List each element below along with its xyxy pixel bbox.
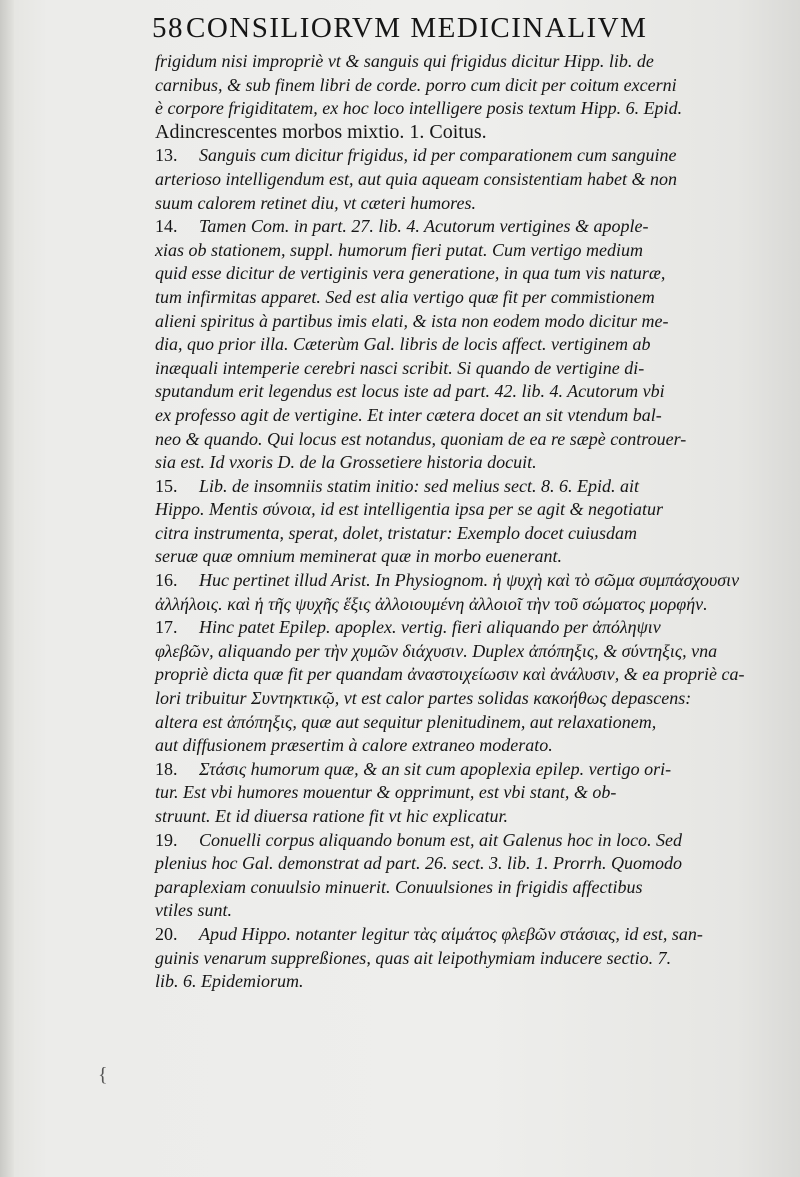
text-line bbox=[155, 923, 793, 947]
paragraph-number: 18. bbox=[155, 758, 178, 779]
line-text: quid esse dicitur de vertiginis vera generatione, in qua tum vis naturæ, bbox=[155, 263, 666, 284]
line-text: vtiles sunt. bbox=[155, 900, 232, 921]
text-line bbox=[155, 428, 793, 452]
paragraph-number: 20. bbox=[155, 923, 178, 944]
text-line bbox=[155, 121, 793, 145]
line-text: tum infirmitas apparet. Sed est alia vertigo quæ fit per commistionem bbox=[155, 286, 655, 307]
line-text: frigidum nisi impropriè vt & sanguis qui frigidus dicitur Hipp. lib. de bbox=[155, 51, 654, 71]
line-text: altera est ἀπόπηξις, quæ aut sequitur plenitudinem, aut relaxationem, bbox=[155, 711, 657, 732]
text-line bbox=[155, 569, 793, 593]
line-text: suum calorem retinet diu, vt cæteri humores. bbox=[155, 192, 476, 213]
line-text: Στάσις humorum quæ, & an sit cum apoplexia epilep. vertigo ori- bbox=[199, 758, 672, 779]
text-line bbox=[155, 687, 793, 711]
line-text: Huc pertinet illud Arist. In Physiognom. ἡ ψυχὴ καὶ τὸ σῶμα συμπάσχουσιν bbox=[199, 570, 740, 591]
line-text: tur. Est vbi humores mouentur & opprimunt, est vbi stant, & ob- bbox=[155, 782, 617, 803]
line-text: Hippo. Mentis σύνοια, id est intelligentia ipsa per se agit & negotiatur bbox=[155, 499, 664, 520]
body-text bbox=[155, 50, 793, 994]
text-line bbox=[155, 852, 793, 876]
text-line bbox=[155, 357, 793, 381]
line-text: Adincrescentes morbos mixtio. 1. Coitus. bbox=[155, 120, 487, 143]
line-text: Conuelli corpus aliquando bonum est, ait Galenus hoc in loco. Sed bbox=[199, 829, 682, 850]
text-line bbox=[155, 380, 793, 404]
text-line bbox=[155, 522, 793, 546]
text-line bbox=[155, 74, 793, 98]
text-line bbox=[155, 498, 793, 522]
text-line bbox=[155, 876, 793, 900]
line-text: guinis venarum suppreßiones, quas ait leipothymiam inducere sectio. 7. bbox=[155, 947, 672, 968]
line-text: è corpore frigiditatem, ex hoc loco intelligere posis textum Hipp. 6. Epid. bbox=[155, 98, 683, 119]
text-line bbox=[155, 899, 793, 923]
text-line bbox=[155, 947, 793, 971]
text-line bbox=[155, 758, 793, 782]
line-text: aut diffusionem præsertim à calore extraneo moderato. bbox=[155, 735, 553, 756]
text-line bbox=[155, 310, 793, 334]
line-text: sia est. Id vxoris D. de la Grossetiere historia docuit. bbox=[155, 452, 537, 473]
line-text: ἀλλήλοις. καὶ ἡ τῆς ψυχῆς ἕξις ἀλλοιουμένη ἀλλοιοῖ τὴν τοῦ σώματος μορφήν. bbox=[155, 593, 708, 614]
line-text: dia, quo prior illa. Cæterùm Gal. libris de locis affect. vertiginem ab bbox=[155, 334, 651, 355]
line-text: Lib. de insomniis statim initio: sed melius sect. 8. 6. Epid. ait bbox=[199, 475, 639, 496]
text-line bbox=[155, 50, 793, 74]
running-head bbox=[152, 10, 792, 46]
text-line bbox=[155, 593, 793, 617]
line-text: carnibus, & sub finem libri de corde. porro cum dicit per coitum excerni bbox=[155, 74, 677, 95]
line-text: sputandum erit legendus est locus iste ad part. 42. lib. 4. Acutorum vbi bbox=[155, 381, 665, 402]
line-text: ex professo agit de vertigine. Et inter cætera docet an sit vtendum bal- bbox=[155, 404, 662, 425]
text-line bbox=[155, 333, 793, 357]
text-line bbox=[155, 734, 793, 758]
line-text: alieni spiritus à partibus imis elati, & ista non eodem modo dicitur me- bbox=[155, 310, 669, 331]
text-line bbox=[155, 451, 793, 475]
text-line bbox=[155, 805, 793, 829]
line-text: inæquali intemperie cerebri nasci scribit. Si quando de vertigine di- bbox=[155, 357, 645, 378]
text-line bbox=[155, 97, 793, 121]
line-text: lib. 6. Epidemiorum. bbox=[155, 971, 304, 992]
text-line bbox=[155, 192, 793, 216]
line-text: xias ob stationem, suppl. humorum fieri putat. Cum vertigo medium bbox=[155, 239, 643, 260]
paragraph-number: 15. bbox=[155, 475, 178, 496]
line-text: arterioso intelligendum est, aut quia aqueam consistentiam habet & non bbox=[155, 168, 677, 189]
text-line bbox=[155, 640, 793, 664]
text-line bbox=[155, 262, 793, 286]
line-text: Apud Hippo. notanter legitur τὰς αἱμάτος φλεβῶν στάσιας, id est, san- bbox=[199, 923, 703, 944]
line-text: seruæ quæ omnium meminerat quæ in morbo euenerant. bbox=[155, 546, 562, 567]
line-text: Hinc patet Epilep. apoplex. vertig. fieri aliquando per ἀπόληψιν bbox=[199, 617, 661, 638]
text-line bbox=[155, 215, 793, 239]
margin-mark: { bbox=[98, 1064, 108, 1086]
paragraph-number: 19. bbox=[155, 829, 178, 850]
text-line bbox=[155, 829, 793, 853]
text-line bbox=[155, 404, 793, 428]
line-text: plenius hoc Gal. demonstrat ad part. 26. sect. 3. lib. 1. Prorrh. Quomodo bbox=[155, 853, 682, 874]
text-line bbox=[155, 475, 793, 499]
text-line bbox=[155, 711, 793, 735]
text-line bbox=[155, 239, 793, 263]
line-text: neo & quando. Qui locus est notandus, quoniam de ea re sæpè controuer- bbox=[155, 428, 687, 449]
line-text: Tamen Com. in part. 27. lib. 4. Acutorum vertigines & apople- bbox=[199, 216, 649, 237]
line-text: Sanguis cum dicitur frigidus, id per comparationem cum sanguine bbox=[199, 145, 677, 166]
paragraph-number: 17. bbox=[155, 617, 178, 638]
text-line bbox=[155, 144, 793, 168]
line-text: lori tribuitur Συντηκτικῷ, vt est calor partes solidas κακοήθως depascens: bbox=[155, 688, 692, 709]
page-number: 58 bbox=[152, 12, 184, 44]
text-line bbox=[155, 286, 793, 310]
running-head-title: CONSILIORVM MEDICINALIVM bbox=[186, 12, 648, 44]
paragraph-number: 13. bbox=[155, 145, 178, 166]
text-line bbox=[155, 781, 793, 805]
text-line bbox=[155, 545, 793, 569]
text-line bbox=[155, 168, 793, 192]
text-line bbox=[155, 663, 793, 687]
paragraph-number: 16. bbox=[155, 570, 178, 591]
text-line bbox=[155, 970, 793, 994]
paragraph-number: 14. bbox=[155, 216, 178, 237]
line-text: struunt. Et id diuersa ratione fit vt hic explicatur. bbox=[155, 806, 508, 826]
line-text: propriè dicta quæ fit per quandam ἀναστοιχείωσιν καὶ ἀνάλυσιν, & ea propriè ca- bbox=[155, 664, 745, 685]
line-text: citra instrumenta, sperat, dolet, tristatur: Exemplo docet cuiusdam bbox=[155, 522, 637, 543]
text-line bbox=[155, 616, 793, 640]
line-text: paraplexiam conuulsio minuerit. Conuulsiones in frigidis affectibus bbox=[155, 876, 643, 897]
line-text: φλεβῶν, aliquando per τὴν χυμῶν διάχυσιν. Duplex ἀπόπηξις, & σύντηξις, vna bbox=[155, 640, 718, 661]
